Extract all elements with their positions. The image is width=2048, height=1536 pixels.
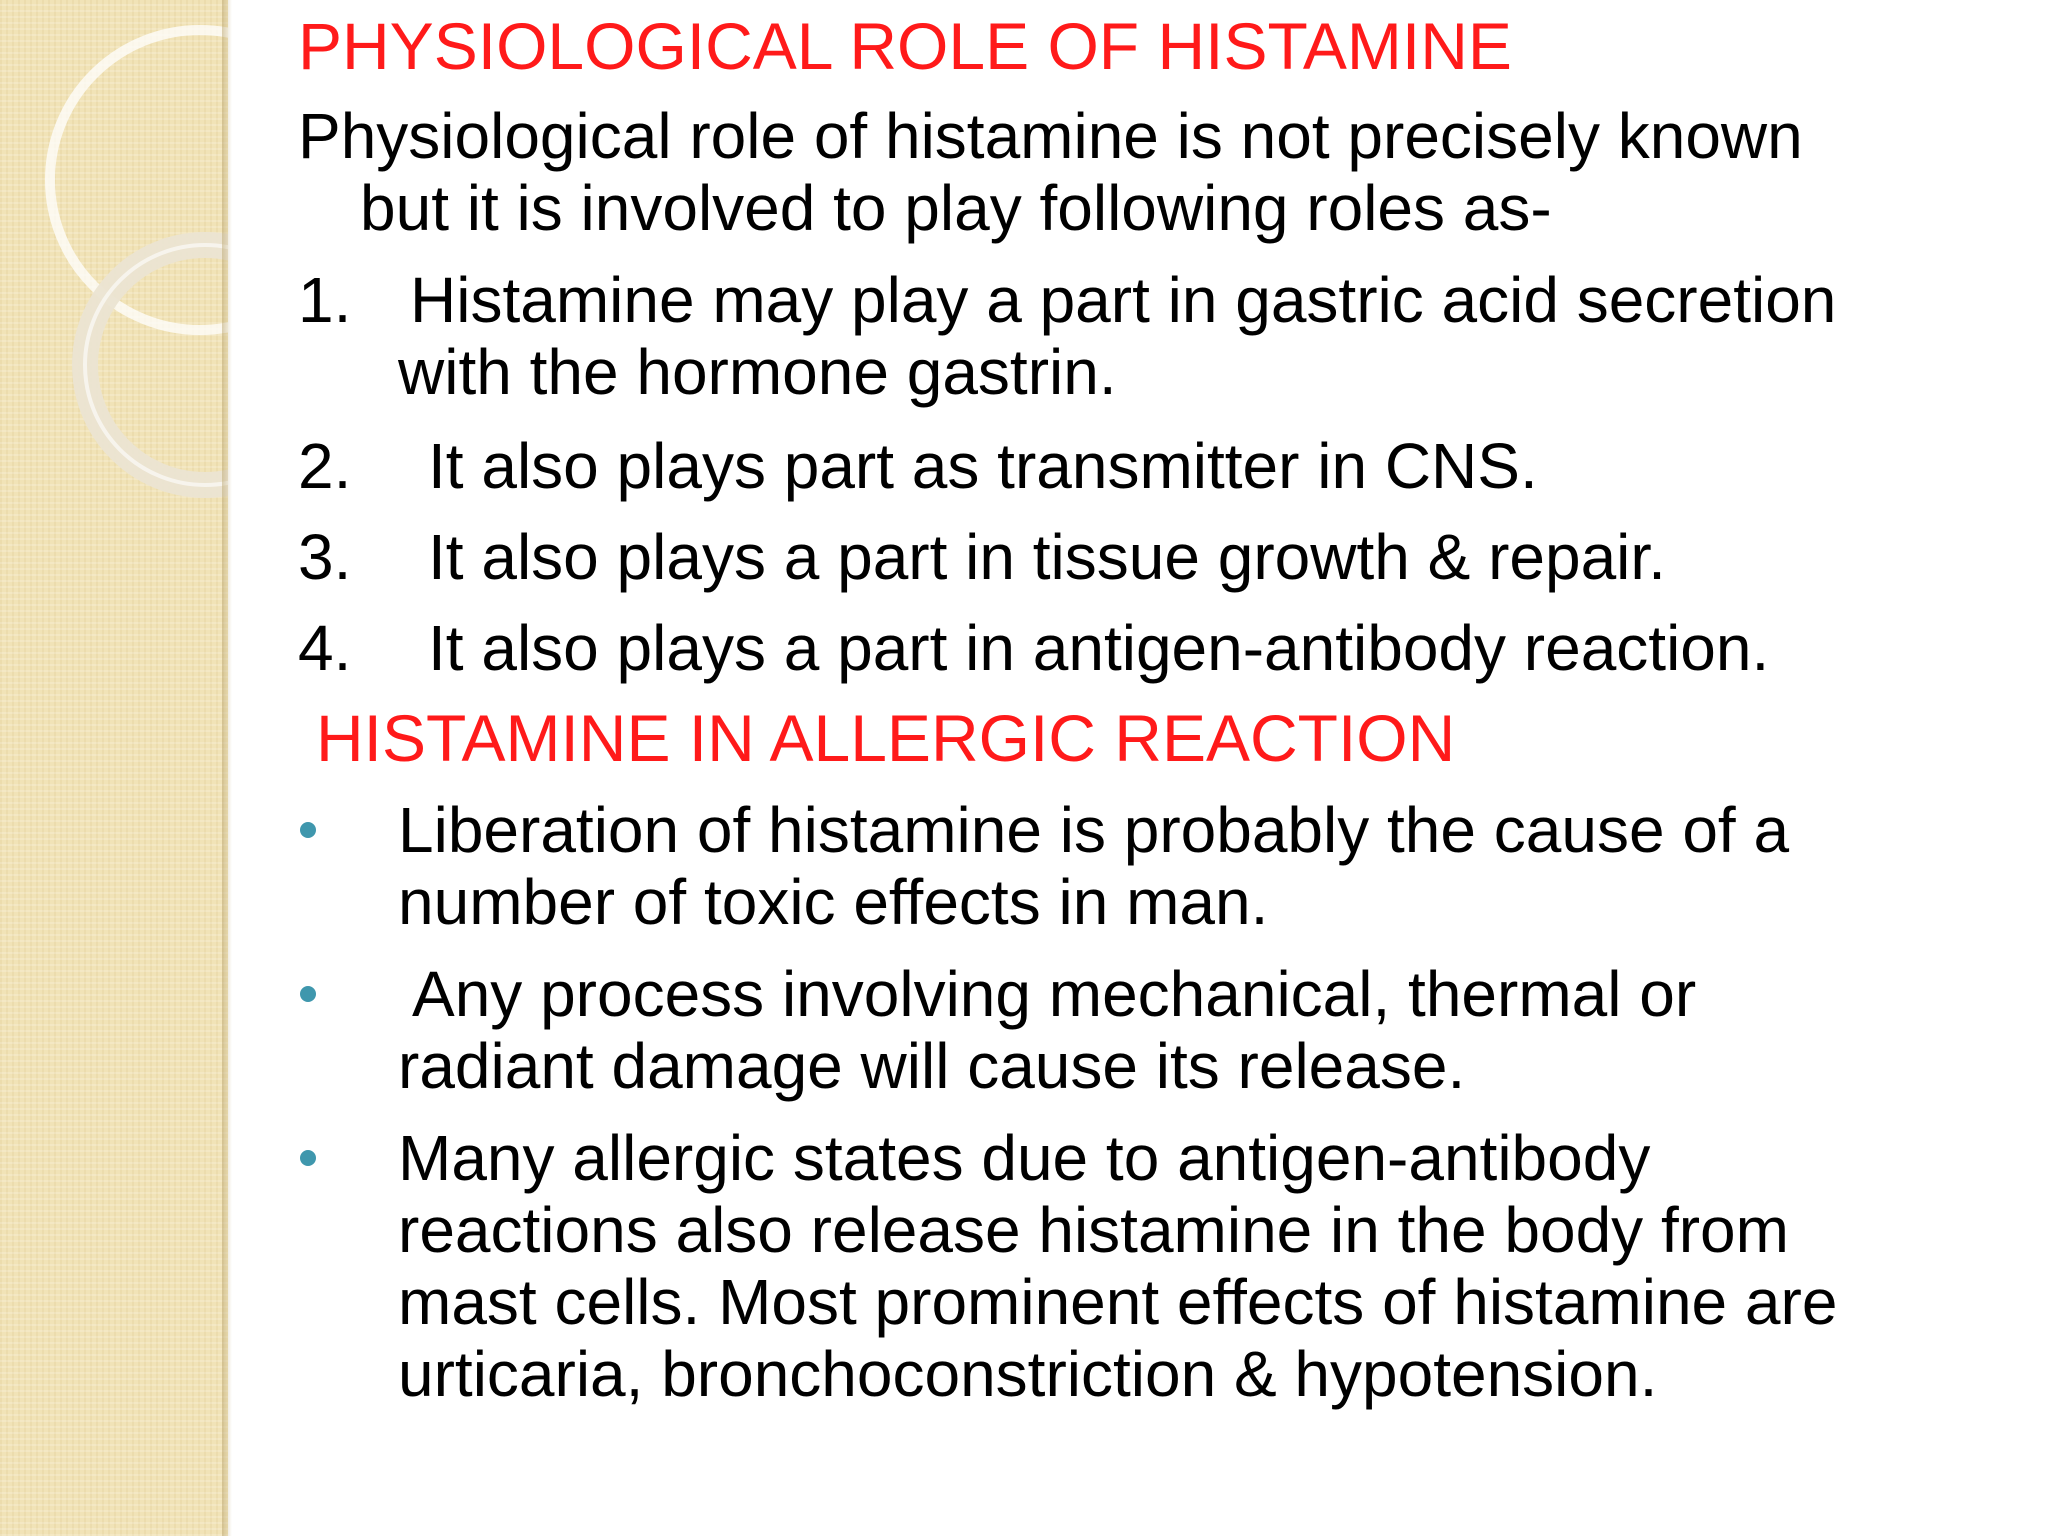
side-strip-shadow [222, 0, 232, 1536]
item-1-line-1: Histamine may play a part in gastric acid secretion [410, 264, 1837, 336]
intro-line-2: but it is involved to play following roles as- [360, 172, 1552, 244]
bullet-icon [300, 986, 316, 1002]
item-3-line-1: It also plays a part in tissue growth & repair. [428, 521, 1666, 593]
bullet-3-line-1: Many allergic states due to antigen-antibody [398, 1122, 1651, 1194]
bullet-icon [300, 822, 316, 838]
item-number-2: 2. [298, 430, 352, 502]
bullet-1-line-1: Liberation of histamine is probably the cause of a [398, 794, 1790, 866]
bullet-icon [300, 1150, 316, 1166]
bullet-3-line-3: mast cells. Most prominent effects of histamine are [398, 1266, 1838, 1338]
heading-allergic-reaction: HISTAMINE IN ALLERGIC REACTION [316, 701, 1456, 775]
bullet-1-line-2: number of toxic effects in man. [398, 866, 1269, 938]
heading-physiological-role: PHYSIOLOGICAL ROLE OF HISTAMINE [298, 9, 1512, 83]
intro-line-1: Physiological role of histamine is not precisely known [298, 100, 1803, 172]
bullet-2-line-1: Any process involving mechanical, thermal or [412, 958, 1697, 1030]
item-4-line-1: It also plays a part in antigen-antibody reaction. [428, 612, 1770, 684]
item-number-3: 3. [298, 521, 352, 593]
decorative-rings [0, 0, 228, 600]
bullet-3-line-4: urticaria, bronchoconstriction & hypotension. [398, 1338, 1658, 1410]
bullet-2-line-2: radiant damage will cause its release. [398, 1030, 1466, 1102]
decorative-side-strip [0, 0, 228, 1536]
item-2-line-1: It also plays part as transmitter in CNS. [428, 430, 1538, 502]
bullet-3-line-2: reactions also release histamine in the body from [398, 1194, 1789, 1266]
item-number-4: 4. [298, 612, 352, 684]
item-1-line-2: with the hormone gastrin. [398, 336, 1117, 408]
item-number-1: 1. [298, 264, 352, 336]
